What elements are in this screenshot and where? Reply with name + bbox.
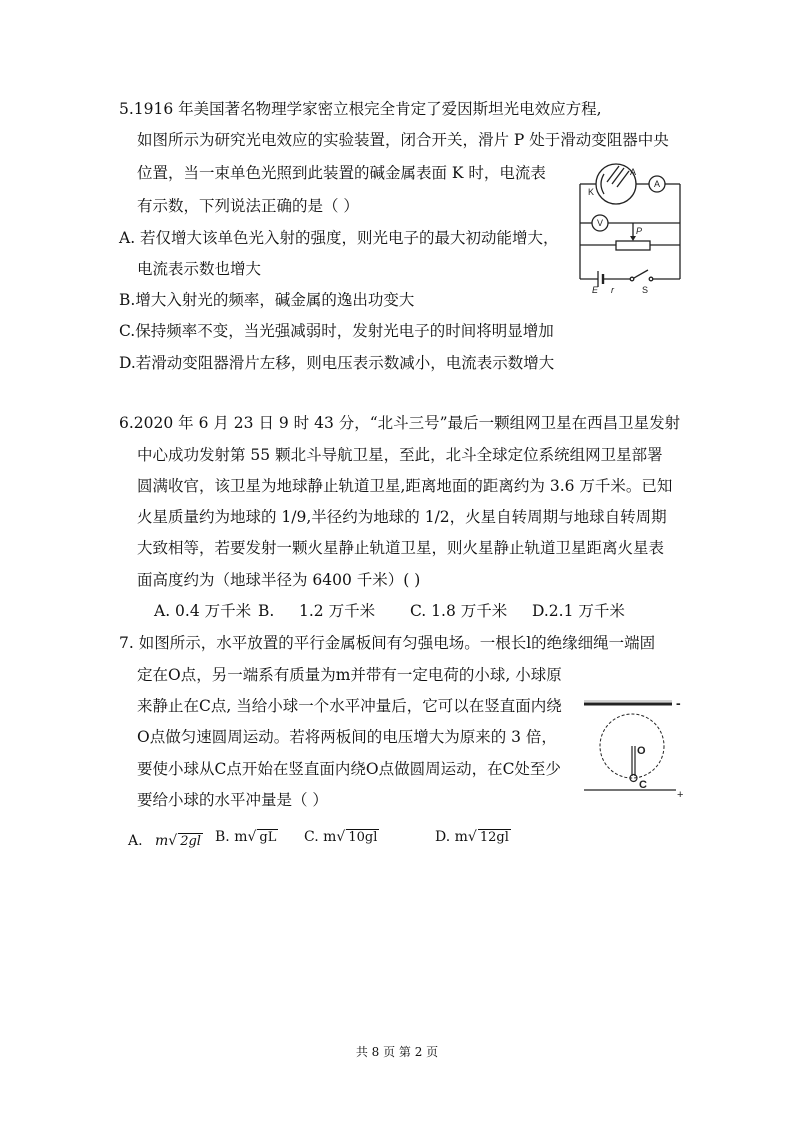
- q6-stem-line-6: 面高度约为（地球半径为 6400 千米）( ): [137, 571, 421, 589]
- q7-stem-line-3: 来静止在C点, 当给小球一个水平冲量后，它可以在竖直面内绕: [137, 697, 562, 715]
- q6-option-a: A. 0.4 万千米: [154, 602, 252, 620]
- q7-stem-line-2: 定在O点，另一端系有质量为m并带有一定电荷的小球, 小球原: [137, 666, 562, 684]
- q7-parallel-plates-diagram: [584, 690, 689, 805]
- q6-stem-line-5: 大致相等，若要发射一颗火星静止轨道卫星，则火星静止轨道卫星距离火星表: [137, 539, 665, 557]
- q5-stem-line-1: 5.1916 年美国著名物理学家密立根完全肯定了爱因斯坦光电效应方程,: [119, 100, 602, 118]
- q5-option-b: B.增大入射光的频率，碱金属的逸出功变大: [119, 291, 415, 309]
- q7-bottom-plate-sign: +: [677, 789, 684, 801]
- q5-ammeter-label: A: [654, 179, 661, 189]
- q5-option-a: A. 若仅增大该单色光入射的强度，则光电子的最大初动能增大，: [119, 229, 559, 247]
- q5-label-r: r: [611, 285, 614, 295]
- q5-circuit-diagram: [574, 160, 689, 295]
- q5-option-d: D.若滑动变阻器滑片左移，则电压表示数减小，电流表示数增大: [119, 354, 555, 372]
- q5-label-anode: A: [630, 167, 637, 177]
- q7-stem-line-4: O点做匀速圆周运动。若将两板间的电压增大为原来的 3 倍，: [137, 728, 557, 746]
- q7-option-c-label: C.: [304, 829, 319, 845]
- q5-voltmeter-label: V: [597, 218, 604, 228]
- q5-option-c: C.保持频率不变，当光强减弱时，发射光电子的时间将明显增加: [119, 322, 554, 340]
- q7-option-c: C. m√ 10gl: [304, 829, 378, 845]
- q7-option-a: A. m√ 2gl: [128, 833, 201, 849]
- q6-stem-line-3: 圆满收官，该卫星为地球静止轨道卫星,距离地面的距离约为 3.6 万千米。已知: [137, 477, 673, 495]
- q7-stem-line-1: 7. 如图所示，水平放置的平行金属板间有匀强电场。一根长l的绝缘细绳一端固: [119, 634, 656, 652]
- q7-top-plate-sign: -: [676, 695, 681, 711]
- q5-label-s: S: [642, 285, 649, 295]
- q7-option-b: B. m√ gL: [215, 829, 277, 845]
- q7-stem-line-6: 要给小球的水平冲量是（ ）: [137, 791, 328, 809]
- q7-option-d-coef: m: [454, 829, 468, 845]
- q5-label-k: K: [588, 187, 595, 197]
- q6-stem-line-2: 中心成功发射第 55 颗北斗导航卫星，至此，北斗全球定位系统组网卫星部署: [137, 446, 663, 464]
- q5-label-p: P: [636, 226, 643, 236]
- q7-option-c-radicand: 10gl: [348, 830, 378, 845]
- q6-option-d: D.2.1 万千米: [532, 602, 625, 620]
- q7-option-a-radicand: 2gl: [180, 834, 201, 849]
- q7-option-d: D. m√ 12gl: [435, 829, 509, 845]
- q5-stem-line-2: 如图所示为研究光电效应的实验装置，闭合开关，滑片 P 处于滑动变阻器中央: [137, 131, 669, 149]
- q7-option-a-coef: m: [155, 833, 169, 849]
- q6-stem-line-1: 6.2020 年 6 月 23 日 9 时 43 分，“北斗三号”最后一颗组网卫星在西昌卫星发射: [119, 414, 681, 432]
- q6-option-c: C. 1.8 万千米: [410, 602, 508, 620]
- q5-stem-line-4: 有示数，下列说法正确的是（ ）: [137, 197, 359, 215]
- q6-option-b-label: B.: [258, 602, 275, 620]
- q7-stem-line-5: 要使小球从C点开始在竖直面内绕O点做圆周运动，在C处至少: [137, 760, 561, 778]
- q7-option-d-radicand: 12gl: [479, 830, 509, 845]
- q7-option-b-label: B.: [215, 829, 230, 845]
- q7-option-c-coef: m: [323, 829, 337, 845]
- q5-stem-line-3: 位置，当一束单色光照到此装置的碱金属表面 K 时，电流表: [137, 164, 546, 182]
- q7-option-b-coef: m: [234, 829, 248, 845]
- q5-label-e: E: [592, 285, 599, 295]
- q7-option-a-label: A.: [128, 833, 143, 849]
- q7-option-b-radicand: gL: [259, 830, 277, 845]
- q7-option-d-label: D.: [435, 829, 451, 845]
- q5-option-a-cont: 电流表示数也增大: [137, 260, 262, 278]
- q6-option-b-value: 1.2 万千米: [299, 602, 376, 620]
- q7-label-o: O: [637, 745, 646, 757]
- q6-options: [0, 600, 794, 622]
- page-footer: 共 8 页 第 2 页: [355, 1045, 439, 1059]
- q6-stem-line-4: 火星质量约为地球的 1/9,半径约为地球的 1/2，火星自转周期与地球自转周期: [137, 508, 667, 526]
- q7-label-c: C: [639, 779, 647, 791]
